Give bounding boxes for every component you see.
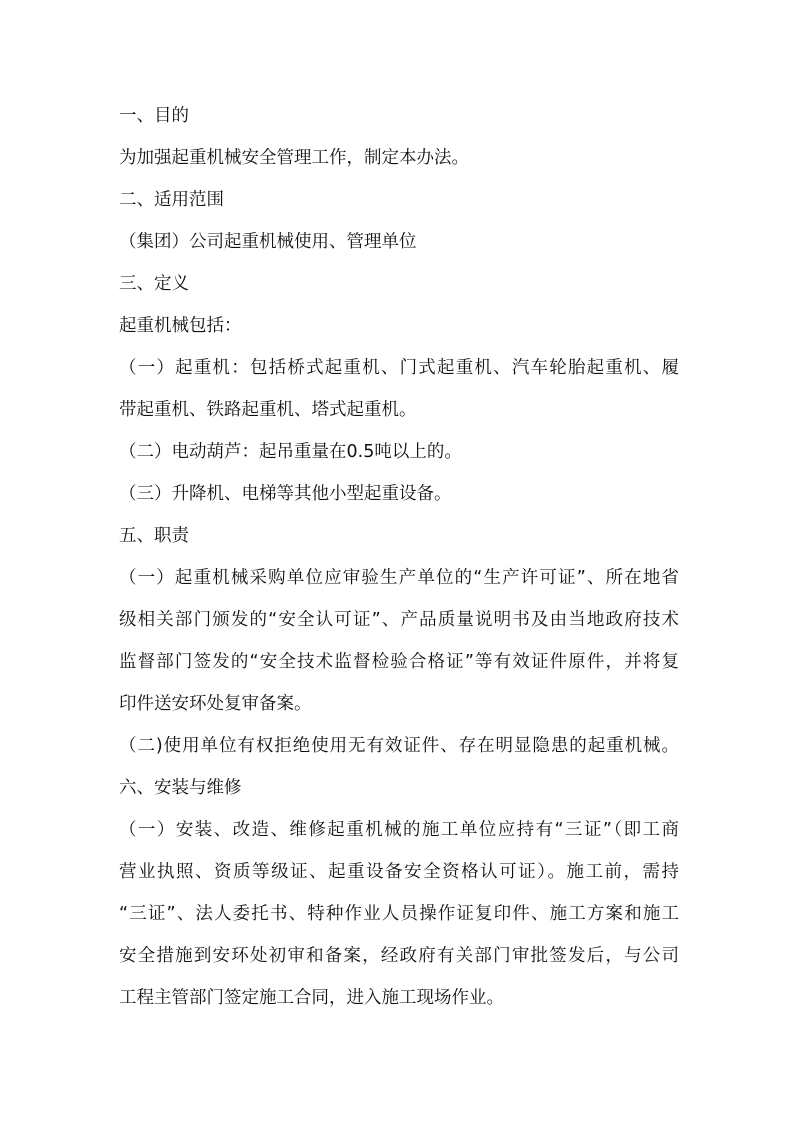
- paragraph-purpose: 为加强起重机械安全管理工作，制定本办法。: [119, 148, 469, 168]
- paragraph-installation-item-1-cont-3: 安全措施到安环处初审和备案，经政府有关部门审批签发后，与公司: [119, 946, 679, 966]
- heading-responsibilities: 五、职责: [119, 526, 189, 546]
- paragraph-definition-item-1-cont: 带起重机、铁路起重机、塔式起重机。: [119, 400, 417, 420]
- paragraph-installation-item-1-cont-4: 工程主管部门签定施工合同，进入施工现场作业。: [119, 988, 504, 1008]
- paragraph-installation-item-1: （一）安装、改造、维修起重机械的施工单位应持有“三证”（即工商: [119, 820, 679, 840]
- paragraph-scope: （集团）公司起重机械使用、管理单位: [119, 232, 417, 252]
- paragraph-definition-item-3: （三）升降机、电梯等其他小型起重设备。: [119, 484, 452, 504]
- paragraph-installation-item-1-cont-2: “三证”、法人委托书、特种作业人员操作证复印件、施工方案和施工: [119, 904, 679, 924]
- heading-definition: 三、定义: [119, 274, 189, 294]
- paragraph-responsibilities-item-1-cont-3: 印件送安环处复审备案。: [119, 694, 312, 714]
- heading-installation: 六、安装与维修: [119, 778, 242, 798]
- paragraph-definition-item-1: （一）起重机：包括桥式起重机、门式起重机、汽车轮胎起重机、履: [119, 358, 679, 378]
- paragraph-definition-intro: 起重机械包括：: [119, 316, 242, 336]
- paragraph-responsibilities-item-1: （一）起重机械采购单位应审验生产单位的“生产许可证”、所在地省: [119, 568, 679, 588]
- paragraph-responsibilities-item-1-cont-1: 级相关部门颁发的“安全认可证”、产品质量说明书及由当地政府技术: [119, 610, 679, 630]
- paragraph-responsibilities-item-1-cont-2: 监督部门签发的“安全技术监督检验合格证”等有效证件原件，并将复: [119, 652, 679, 672]
- paragraph-definition-item-2: （二）电动葫芦：起吊重量在0.5吨以上的。: [119, 442, 462, 462]
- paragraph-responsibilities-item-2: （二)使用单位有权拒绝使用无有效证件、存在明显隐患的起重机械。: [119, 736, 679, 756]
- heading-scope: 二、适用范围: [119, 190, 224, 210]
- paragraph-installation-item-1-cont-1: 营业执照、资质等级证、起重设备安全资格认可证）。施工前，需持: [119, 862, 679, 882]
- heading-purpose: 一、目的: [119, 106, 189, 126]
